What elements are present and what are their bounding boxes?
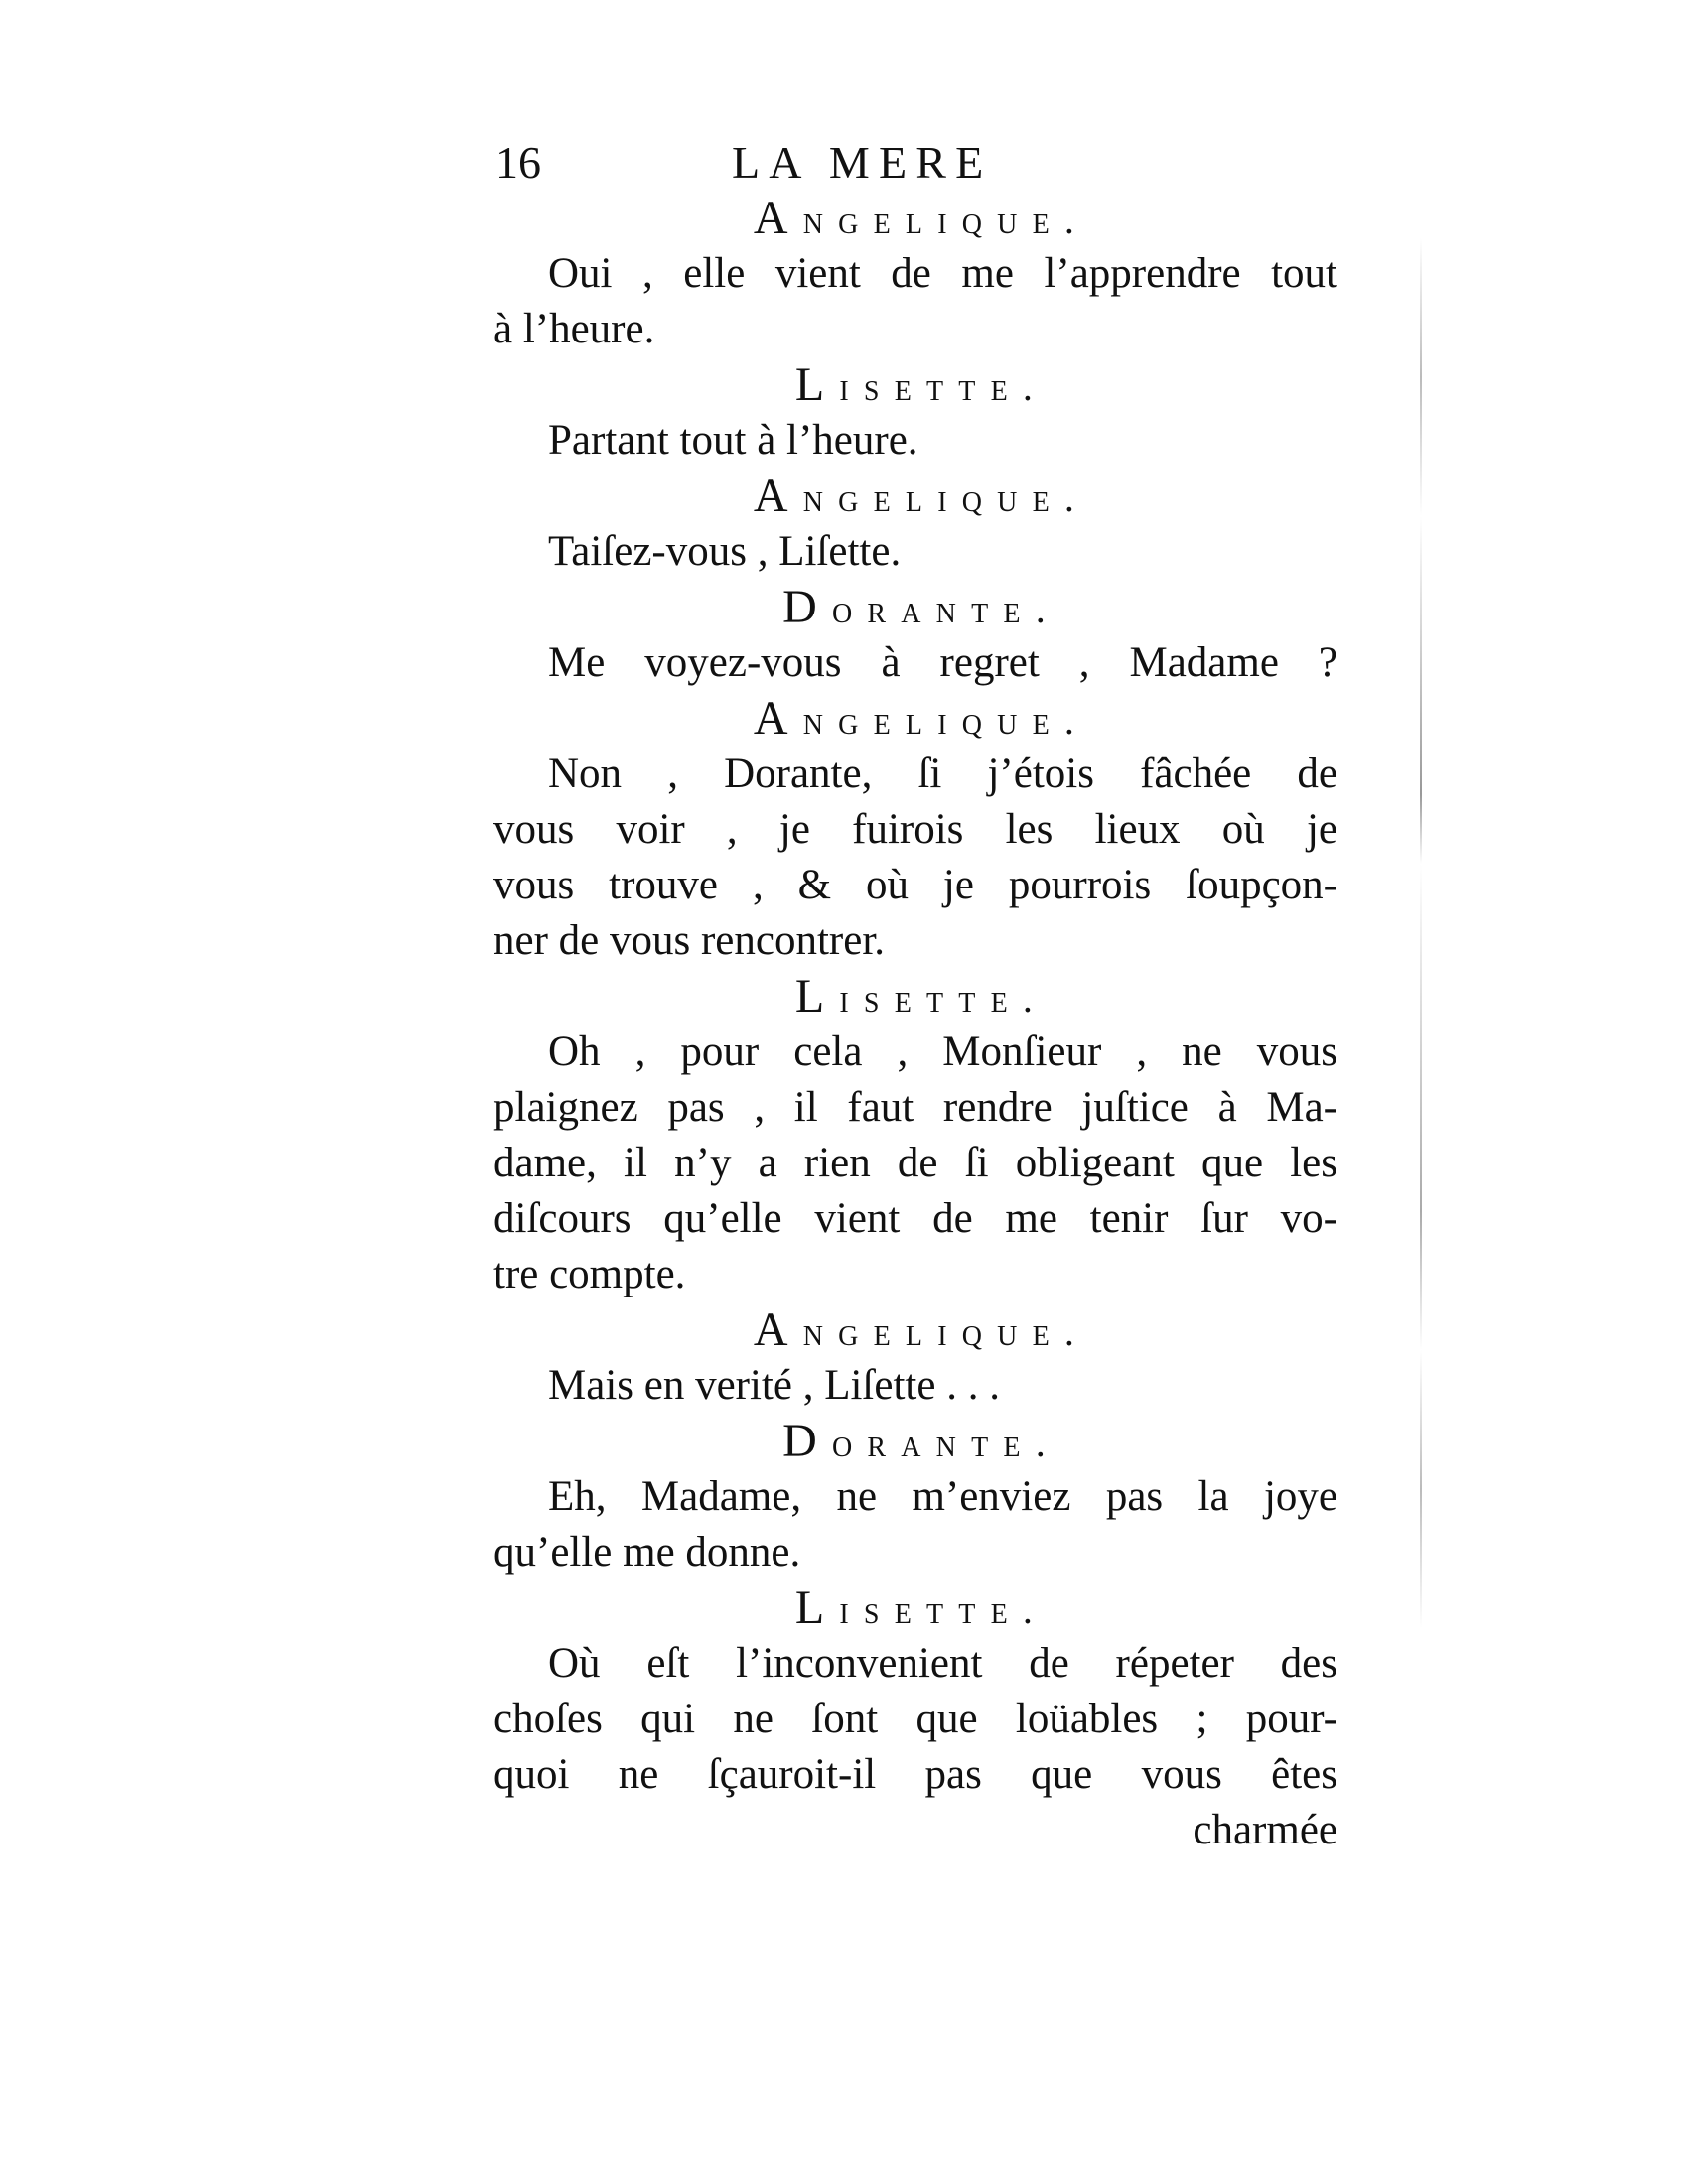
dialogue-line: charmée <box>1193 1807 1337 1853</box>
dialogue-line: Eh, Madame, ne m’enviez pas la joye <box>548 1473 1337 1520</box>
page-body <box>493 191 1337 1858</box>
dialogue-line: Où eſt l’inconvenient de répeter des <box>548 1640 1337 1687</box>
speaker-name: Dorante. <box>782 1415 1060 1467</box>
speaker-name: Lisette. <box>794 1581 1049 1634</box>
page-edge-shadow <box>1420 238 1422 1628</box>
dialogue-line: qu’elle me donne. <box>493 1529 801 1575</box>
speaker-name: Angelique. <box>753 470 1090 522</box>
dialogue-line: vous trouve , & où je pourrois ſoupçon- <box>493 862 1337 908</box>
dialogue-line: quoi ne ſçauroit-il pas que vous êtes <box>493 1751 1337 1798</box>
dialogue-line: à l’heure. <box>493 306 655 352</box>
dialogue-line: tre compte. <box>493 1251 686 1297</box>
dialogue-line: choſes qui ne ſont que loüables ; pour- <box>493 1696 1337 1742</box>
dialogue-line: Non , Dorante, ſi j’étois fâchée de <box>548 751 1337 797</box>
speaker-name: Angelique. <box>753 192 1090 244</box>
dialogue-line: plaignez pas , il faut rendre juſtice à Ma- <box>493 1084 1337 1131</box>
speaker-name: Lisette. <box>794 970 1049 1023</box>
dialogue-line: diſcours qu’elle vient de me tenir ſur vo- <box>493 1195 1337 1242</box>
running-title: LA MERE <box>732 137 993 188</box>
book-page <box>493 135 1337 1858</box>
dialogue-line: Taiſez-vous , Liſette. <box>548 528 902 575</box>
page-header <box>493 135 1337 191</box>
dialogue-line: Mais en verité , Liſette . . . <box>548 1362 1000 1409</box>
dialogue-line: dame, il n’y a rien de ſi obligeant que les <box>493 1140 1337 1186</box>
speaker-name: Angelique. <box>753 692 1090 745</box>
dialogue-line: Oh , pour cela , Monſieur , ne vous <box>548 1028 1337 1075</box>
speaker-name: Dorante. <box>782 581 1060 633</box>
page-number: 16 <box>495 137 541 188</box>
dialogue-line: Me voyez-vous à regret , Madame ? <box>548 639 1337 686</box>
dialogue-line: Oui , elle vient de me l’apprendre tout <box>548 250 1337 297</box>
dialogue-line: ner de vous rencontrer. <box>493 917 886 964</box>
dialogue-line: vous voir , je fuirois les lieux où je <box>493 806 1337 853</box>
speaker-name: Angelique. <box>753 1303 1090 1356</box>
dialogue-line: Partant tout à l’heure. <box>548 417 918 464</box>
speaker-name: Lisette. <box>794 358 1049 411</box>
